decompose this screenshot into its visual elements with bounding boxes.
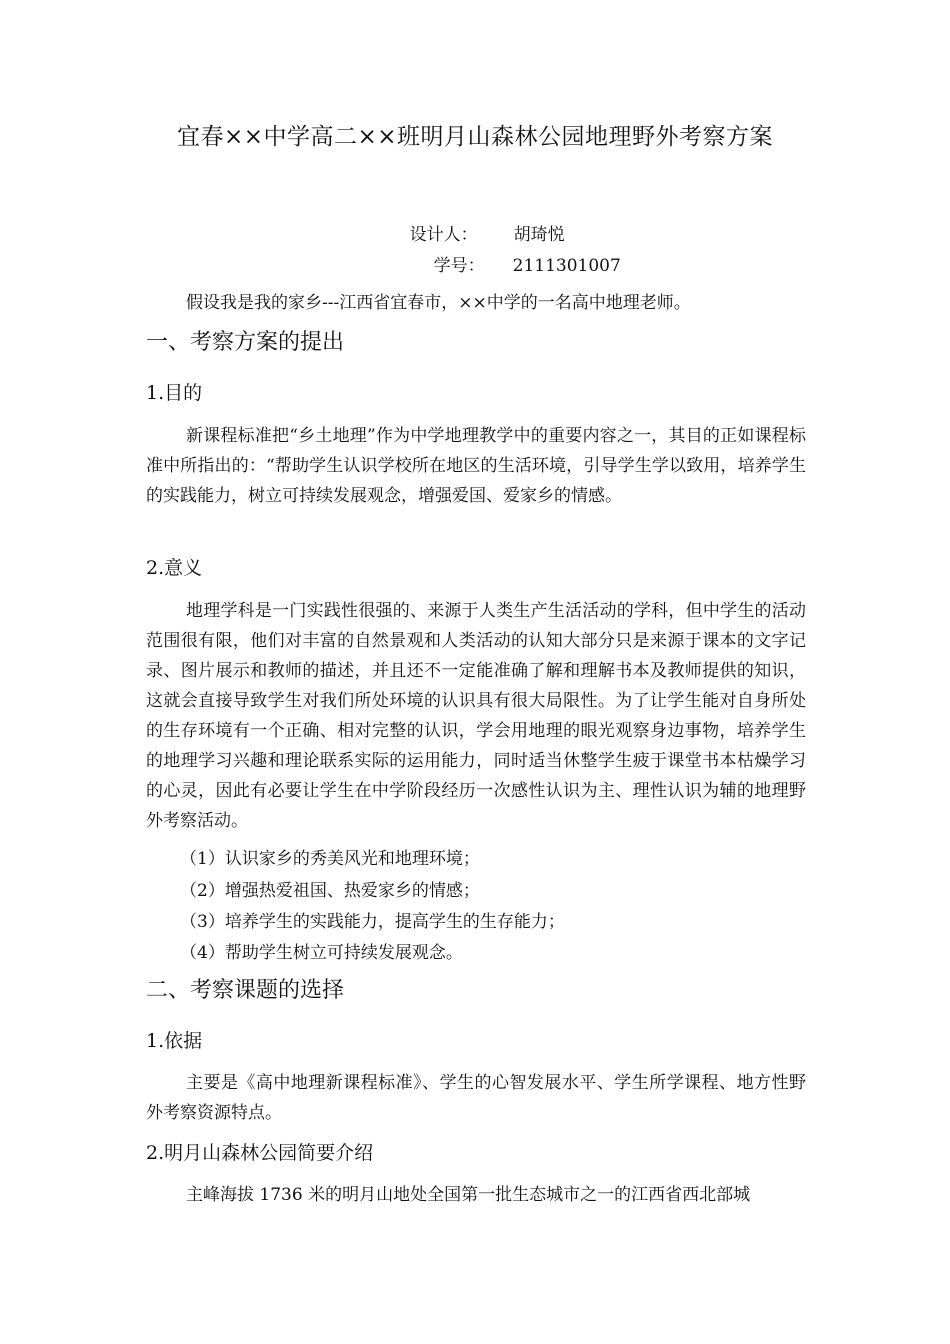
section-1-heading: 一、考察方案的提出 <box>146 330 345 355</box>
section-2-sub-2-heading: 2.明月山森林公园简要介绍 <box>146 1142 374 1164</box>
section-1-sub-2-paragraph: 地理学科是一门实践性很强的、来源于人类生产生活活动的学科，但中学生的活动范围很有限，他们对丰富的自然景观和人类活动的认知大部分只是来源于课本的文字记录、图片展示和教师的描述，并且还不一定能准确了解和理解书本及教师提供的知识，这就会直接导致学生对我们所处环境的认识具有很大局限性。为了让学生能对自身所处的生存环境有一个正确、相对完整的认识，学会用地理的眼光观察身边事物，培养学生的地理学习兴趣和理论联系实际的运用能力，同时适当休整学生疲于课堂书本枯燥学习的心灵，因此有必要让学生在中学阶段经历一次感性认识为主、理性认识为辅的地理野外考察活动。 <box>146 601 806 831</box>
section-2-sub-1-heading: 1.依据 <box>146 1030 203 1052</box>
list-item: （2）增强热爱祖国、热爱家乡的情感； <box>180 881 480 901</box>
document-title: 宜春××中学高二××班明月山森林公园地理野外考察方案 <box>176 124 774 150</box>
designer-label: 设计人： <box>409 225 478 245</box>
section-2-heading: 二、考察课题的选择 <box>146 978 345 1003</box>
list-item: （1）认识家乡的秀美风光和地理环境； <box>180 849 480 869</box>
student-number-row <box>412 231 621 296</box>
section-1-sub-2-heading: 2.意义 <box>146 557 203 579</box>
section-1-sub-1-heading: 1.目的 <box>146 382 203 404</box>
intro-paragraph: 假设我是我的家乡---江西省宜春市，××中学的一名高中地理老师。 <box>186 293 691 313</box>
section-2-sub-2-paragraph: 主峰海拔 1736 米的明月山地处全国第一批生态城市之一的江西省西北部城 <box>186 1185 751 1205</box>
designer-name: 胡琦悦 <box>513 225 565 245</box>
section-1-sub-1-paragraph: 新课程标准把“乡土地理”作为中学地理教学中的重要内容之一，其目的正如课程标准中所指出的：“帮助学生认识学校所在地区的生活环境，引导学生学以致用，培养学生的实践能力，树立可持续发展观念，增强爱国、爱家乡的情感。 <box>146 426 806 506</box>
section-2-sub-1-paragraph: 主要是《高中地理新课程标准》、学生的心智发展水平、学生所学课程、地方性野外考察资源特点。 <box>146 1073 806 1123</box>
student-number-label: 学号： <box>433 256 485 276</box>
student-number: 2111301007 <box>512 256 621 276</box>
list-item: （3）培养学生的实践能力，提高学生的生存能力； <box>180 912 565 932</box>
list-item: （4）帮助学生树立可持续发展观念。 <box>180 943 463 963</box>
